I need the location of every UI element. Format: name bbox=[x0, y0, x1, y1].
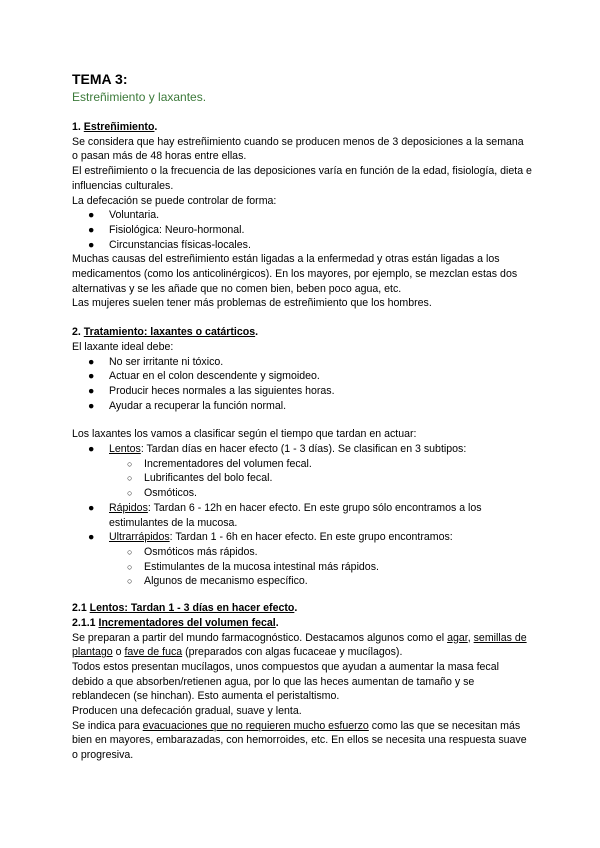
list-item: ● Actuar en el colon descendente y sigmoideo. bbox=[88, 370, 320, 383]
section-2-1-1-heading: 2.1.1 Incrementadores del volumen fecal. bbox=[72, 616, 279, 629]
sub-list-item: ○ Osmóticos más rápidos. bbox=[127, 545, 258, 558]
list-item-lentos: ● Lentos: Tardan días en hacer efecto (1 - 3 días). Se clasifican en 3 subtipos: bbox=[88, 443, 467, 456]
bullet-list bbox=[72, 355, 532, 414]
sub-list-item: ○ Estimulantes de la mucosa intestinal más rápidos. bbox=[127, 560, 379, 573]
paragraph: Muchas causas del estreñimiento están ligadas a la enfermedad y otras están ligadas a los medicamentos (como los anticolinérgicos). En los mayores, por ejemplo, se mezclan estas dos alternativas y se les añade que no comen bien, beben poco agua, etc. bbox=[72, 253, 518, 295]
paragraph: Todos estos presentan mucílagos, unos compuestos que ayudan a aumentar la masa fecal debido a que absorben/retienen agua, por lo que las heces aumentan de tamaño y se reblandecen (se hinchan). Esto aumenta el peristaltismo. bbox=[72, 660, 499, 703]
bullet-list bbox=[72, 208, 532, 252]
paragraph: La defecación se puede controlar de forma: bbox=[72, 194, 277, 207]
doc-subtitle: Estreñimiento y laxantes. bbox=[72, 90, 207, 104]
section-2-1-heading: 2.1 Lentos: Tardan 1 - 3 días en hacer efecto. bbox=[72, 602, 298, 615]
term-semillas: semillas de plantago bbox=[72, 631, 527, 659]
paragraph: El estreñimiento o la frecuencia de las deposiciones varía en función de la edad, fisiología, dieta e influencias culturales. bbox=[72, 165, 532, 192]
list-item: ● Ayudar a recuperar la función normal. bbox=[88, 399, 287, 412]
sub-list-item: ○ Algunos de mecanismo específico. bbox=[127, 575, 308, 588]
paragraph: Se indica para evacuaciones que no requieren mucho esfuerzo como las que se necesitan más bien en mayores, embarazadas, con hemorroides, etc. En ellos se necesita una respuesta suave o progresiva. bbox=[72, 719, 527, 762]
term-agar: agar bbox=[447, 631, 468, 644]
list-item: ● Producir heces normales a las siguientes horas. bbox=[88, 384, 335, 397]
list-item: ● Circunstancias físicas-locales. bbox=[88, 238, 251, 251]
paragraph: Los laxantes los vamos a clasificar según el tiempo que tardan en actuar: bbox=[72, 428, 417, 441]
sub-list-item: ○ Osmóticos. bbox=[127, 487, 197, 500]
list-item-rapidos: ● Rápidos: Tardan 6 - 12h en hacer efecto. En este grupo sólo encontramos a los estimulantes de la mucosa. bbox=[88, 501, 482, 529]
sub-list-item: ○ Incrementadores del volumen fecal. bbox=[127, 457, 312, 470]
section-1-heading: 1. Estreñimiento. bbox=[72, 121, 158, 133]
paragraph: Producen una defecación gradual, suave y lenta. bbox=[72, 705, 302, 718]
document-page bbox=[72, 70, 532, 763]
paragraph: Las mujeres suelen tener más problemas de estreñimiento que los hombres. bbox=[72, 297, 432, 310]
list-item: ● Voluntaria. bbox=[88, 209, 160, 222]
classification-list bbox=[72, 442, 532, 589]
paragraph: Se preparan a partir del mundo farmacognóstico. Destacamos algunos como el agar, semillas de plantago o fave de fuca (preparados con algas fucaceae y mucílagos). bbox=[72, 631, 527, 659]
list-item: ● No ser irritante ni tóxico. bbox=[88, 355, 224, 368]
paragraph: El laxante ideal debe: bbox=[72, 340, 174, 353]
term-fave: fave de fuca bbox=[124, 646, 183, 659]
paragraph: Se considera que hay estreñimiento cuando se producen menos de 3 deposiciones a la semana o pasan más de 48 horas entre ellas. bbox=[72, 135, 524, 163]
section-2-heading: 2. Tratamiento: laxantes o catárticos. bbox=[72, 326, 259, 339]
list-item: ● Fisiológica: Neuro-hormonal. bbox=[88, 223, 245, 236]
sub-list-item: ○ Lubrificantes del bolo fecal. bbox=[127, 472, 273, 485]
doc-title: TEMA 3: bbox=[72, 71, 128, 87]
list-item-ultrarrapidos: ● Ultrarrápidos: Tardan 1 - 6h en hacer efecto. En este grupo encontramos: bbox=[88, 531, 453, 544]
